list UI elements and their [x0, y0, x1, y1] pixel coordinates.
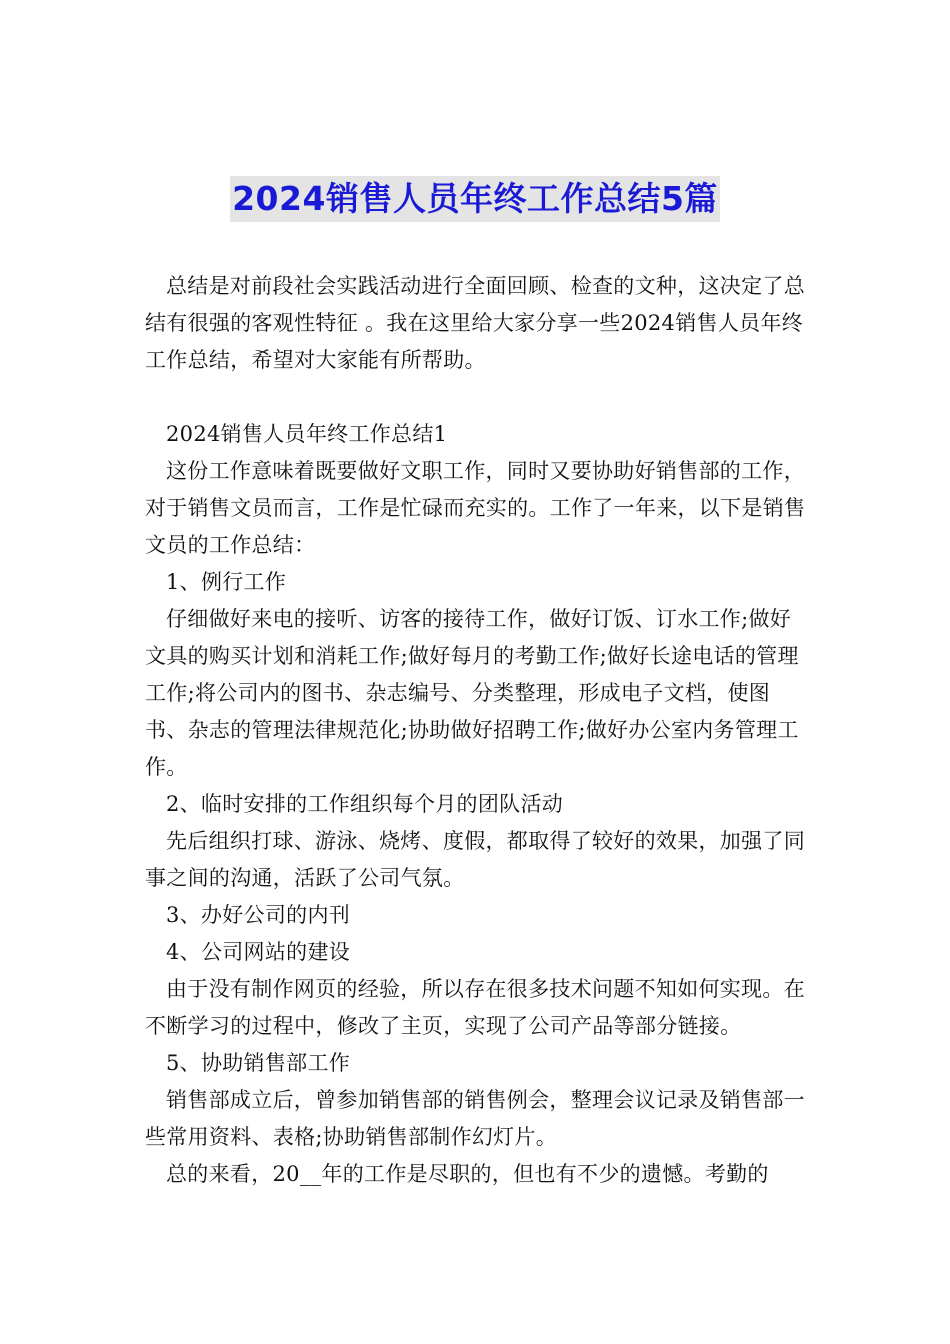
title-wrap: [0, 176, 950, 222]
list-heading: 2、临时安排的工作组织每个月的团队活动: [166, 792, 564, 816]
paragraph: 由于没有制作网页的经验，所以存在很多技术问题不知如何实现。在不断学习的过程中，修改了主页，实现了公司产品等部分链接。: [145, 977, 805, 1038]
paragraph-gap: [145, 379, 810, 416]
section-heading: 2024销售人员年终工作总结1: [166, 422, 448, 446]
intro-paragraph: 总结是对前段社会实践活动进行全面回顾、检查的文种，这决定了总结有很强的客观性特征 。我在这里给大家分享一些2024销售人员年终工作总结，希望对大家能有所帮助。: [145, 274, 805, 372]
paragraph: 这份工作意味着既要做好文职工作，同时又要协助好销售部的工作，对于销售文员而言，工作是忙碌而充实的。工作了一年来，以下是销售文员的工作总结：: [145, 459, 806, 557]
paragraph: 总的来看，20__年的工作是尽职的，但也有不少的遗憾。考勤的: [166, 1162, 769, 1186]
list-heading: 4、公司网站的建设: [166, 940, 351, 964]
paragraph: 销售部成立后，曾参加销售部的销售例会，整理会议记录及销售部一些常用资料、表格;协助销售部制作幻灯片。: [145, 1088, 805, 1149]
paragraph: 先后组织打球、游泳、烧烤、度假，都取得了较好的效果，加强了同事之间的沟通，活跃了公司气氛。: [145, 829, 805, 890]
document-body: [145, 268, 810, 1193]
document-title: 2024销售人员年终工作总结5篇: [230, 176, 720, 222]
list-heading: 5、协助销售部工作: [166, 1051, 351, 1075]
paragraph: 仔细做好来电的接听、访客的接待工作，做好订饭、订水工作;做好文具的购买计划和消耗工作;做好每月的考勤工作;做好长途电话的管理工作;将公司内的图书、杂志编号、分类整理，形成电子文档，使图书、杂志的管理法律规范化;协助做好招聘工作;做好办公室内务管理工作。: [145, 607, 799, 779]
list-heading: 3、办好公司的内刊: [166, 903, 351, 927]
list-heading: 1、例行工作: [166, 570, 287, 594]
